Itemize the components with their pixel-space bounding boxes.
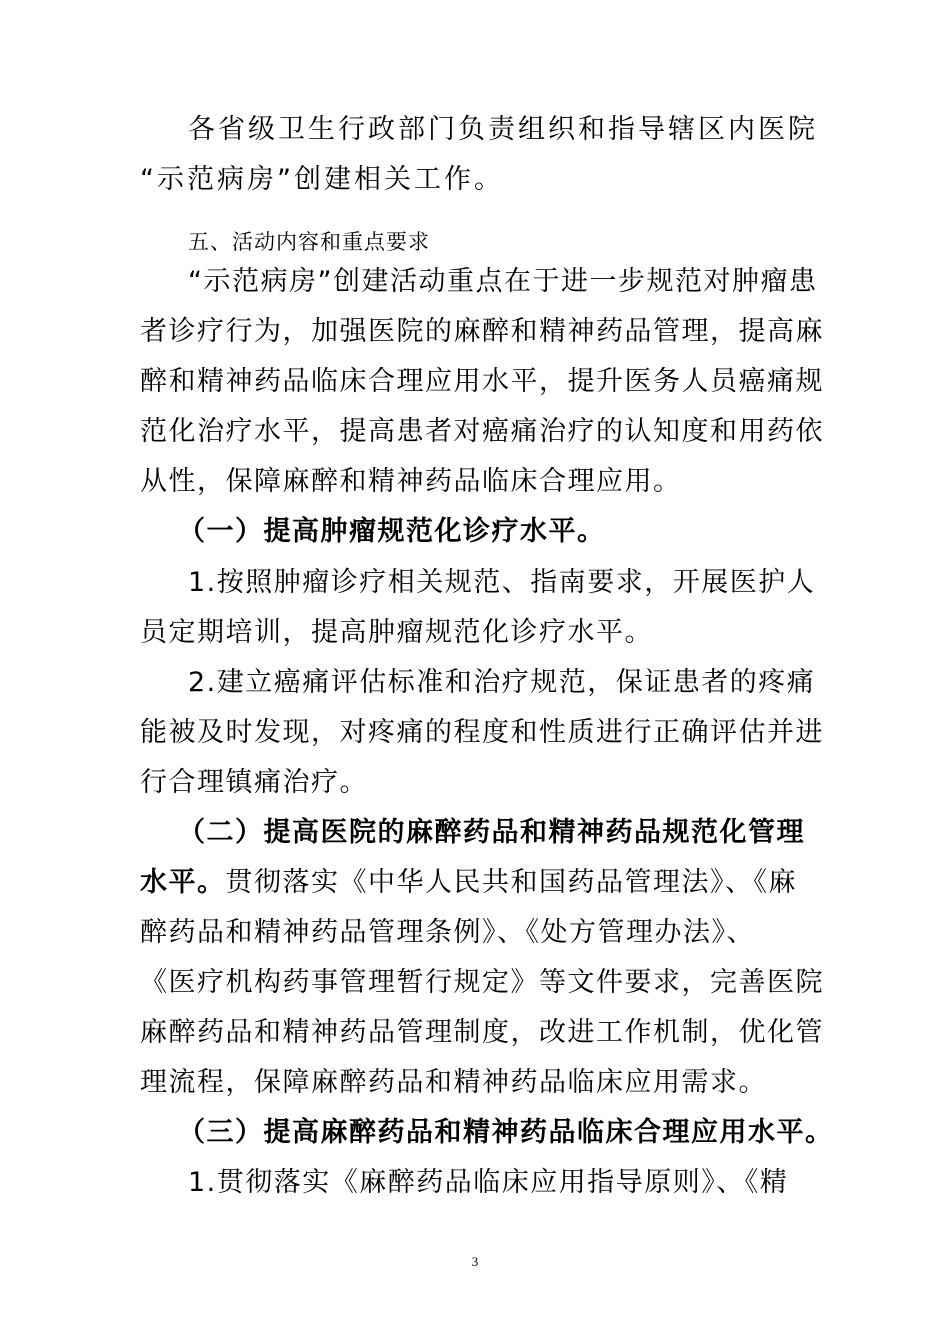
paragraph-text: 贯彻落实《中华人民共和国药品管理法》、《麻 bbox=[225, 867, 797, 898]
list-item-line: 1.贯彻落实《麻醉药品临床应用指导原则》、《精 bbox=[188, 1167, 789, 1198]
paragraph-line: 从性，保障麻醉和精神药品临床合理应用。 bbox=[140, 466, 682, 497]
page-number: 3 bbox=[471, 1254, 479, 1269]
paragraph-line: 范化治疗水平，提高患者对癌痛治疗的认知度和用药依 bbox=[140, 416, 824, 447]
paragraph-line: “示范病房”创建相关工作。 bbox=[140, 164, 504, 195]
paragraph-line: 理流程，保障麻醉药品和精神药品临床应用需求。 bbox=[140, 1067, 767, 1098]
section-heading: 五、活动内容和重点要求 bbox=[188, 230, 430, 254]
list-item-line: 员定期培训，提高肿瘤规范化诊疗水平。 bbox=[140, 617, 653, 648]
list-item-line: 行合理镇痛治疗。 bbox=[140, 767, 368, 798]
paragraph-line: 各省级卫生行政部门负责组织和指导辖区内医院 bbox=[188, 114, 818, 145]
list-item-line: 1.按照肿瘤诊疗相关规范、指南要求，开展医护人 bbox=[188, 567, 816, 598]
list-item-line: 能被及时发现，对疼痛的程度和性质进行正确评估并进 bbox=[140, 717, 824, 748]
paragraph-line: 醉药品和精神药品管理条例》、《处方管理办法》、 bbox=[140, 917, 755, 948]
list-item-line: 2.建立癌痛评估标准和治疗规范，保证患者的疼痛 bbox=[188, 667, 816, 698]
paragraph-line: 者诊疗行为，加强医院的麻醉和精神药品管理，提高麻 bbox=[140, 316, 824, 347]
subsection-heading: （二）提高医院的麻醉药品和精神药品规范化管理 bbox=[178, 817, 805, 848]
paragraph-line: 《医疗机构药事管理暂行规定》等文件要求，完善医院 bbox=[140, 967, 824, 998]
subsection-heading: （三）提高麻醉药品和精神药品临床合理应用水平。 bbox=[178, 1117, 834, 1148]
paragraph-line: 麻醉药品和精神药品管理制度，改进工作机制，优化管 bbox=[140, 1017, 824, 1048]
paragraph-line: 醉和精神药品临床合理应用水平，提升医务人员癌痛规 bbox=[140, 366, 824, 397]
paragraph-line: “示范病房”创建活动重点在于进一步规范对肿瘤患 bbox=[188, 266, 818, 297]
subsection-heading: （一）提高肿瘤规范化诊疗水平。 bbox=[178, 516, 606, 547]
subsection-heading-tail: 水平。 bbox=[140, 867, 226, 898]
paragraph-line bbox=[140, 865, 797, 901]
